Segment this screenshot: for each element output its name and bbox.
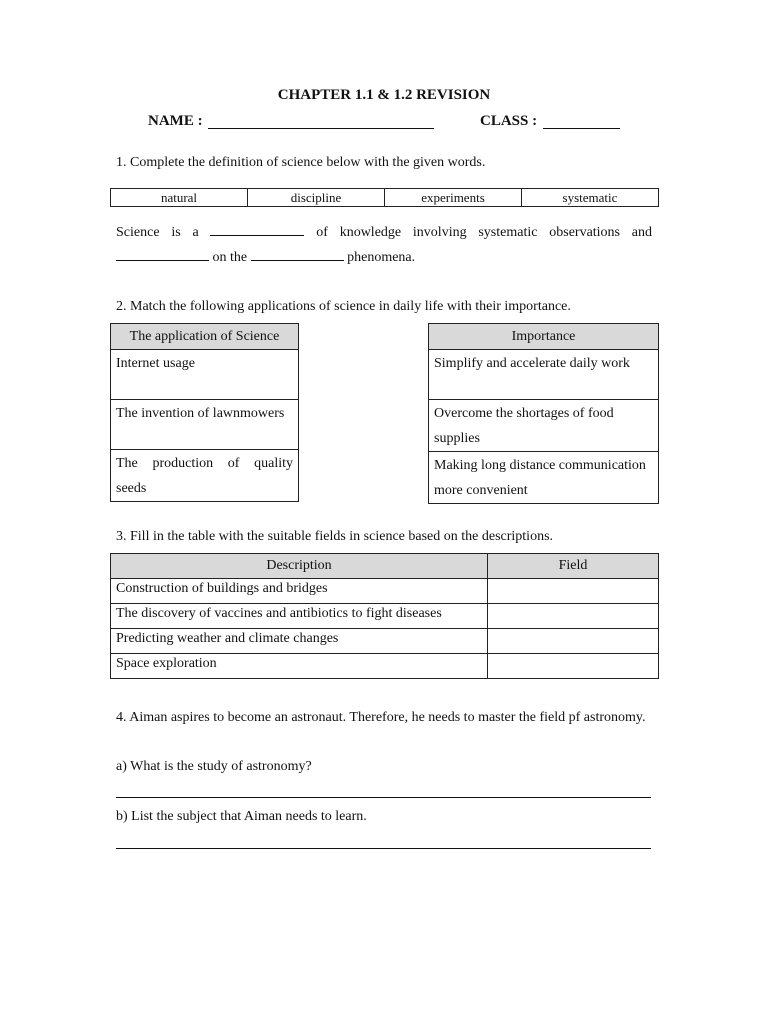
applications-header: The application of Science	[111, 324, 299, 350]
class-label: CLASS :	[480, 113, 538, 129]
blank-1[interactable]	[210, 223, 304, 236]
question-4b: b) List the subject that Aiman needs to learn.	[116, 809, 367, 824]
application-item: The invention of lawnmowers	[111, 400, 299, 450]
table-row	[111, 604, 659, 629]
application-item: Internet usage	[111, 350, 299, 400]
description-cell: The discovery of vaccines and antibiotics to fight diseases	[111, 604, 488, 629]
question-2-prompt: 2. Match the following applications of science in daily life with their importance.	[116, 299, 571, 314]
word-bank-item: discipline	[248, 189, 385, 207]
definition-paragraph	[116, 220, 652, 270]
table-row	[111, 654, 659, 679]
answer-line-4a[interactable]	[116, 797, 651, 798]
description-cell: Space exploration	[111, 654, 488, 679]
importance-item: Overcome the shortages of food supplies	[429, 400, 659, 452]
description-header: Description	[111, 554, 488, 579]
question-4a: a) What is the study of astronomy?	[116, 759, 312, 774]
application-item: The production of quality seeds	[111, 450, 299, 502]
word-bank-item: experiments	[385, 189, 522, 207]
name-label: NAME :	[148, 113, 203, 129]
description-cell: Construction of buildings and bridges	[111, 579, 488, 604]
table-row	[111, 579, 659, 604]
field-answer-cell[interactable]	[488, 604, 659, 629]
sentence-part: phenomena.	[347, 250, 416, 265]
sentence-part: of knowledge involving systematic observations and	[316, 225, 653, 240]
sentence-part: on the	[212, 250, 248, 265]
field-answer-cell[interactable]	[488, 654, 659, 679]
answer-line-4b[interactable]	[116, 848, 651, 849]
sentence-part: Science is a	[116, 225, 199, 240]
word-bank-item: natural	[111, 189, 248, 207]
question-1-prompt: 1. Complete the definition of science below with the given words.	[116, 155, 486, 170]
field-answer-cell[interactable]	[488, 629, 659, 654]
blank-2[interactable]	[116, 248, 209, 261]
applications-table	[110, 323, 299, 502]
importance-item: Simplify and accelerate daily work	[429, 350, 659, 400]
class-field-line[interactable]	[543, 128, 620, 129]
table-row	[111, 629, 659, 654]
importance-header: Importance	[429, 324, 659, 350]
importance-item: Making long distance communication more convenient	[429, 452, 659, 504]
page-title: CHAPTER 1.1 & 1.2 REVISION	[277, 87, 491, 103]
question-4-prompt: 4. Aiman aspires to become an astronaut. Therefore, he needs to master the field pf astronomy.	[116, 710, 646, 725]
question-3-prompt: 3. Fill in the table with the suitable fields in science based on the descriptions.	[116, 529, 554, 544]
blank-3[interactable]	[251, 248, 344, 261]
field-answer-cell[interactable]	[488, 579, 659, 604]
fields-table	[110, 553, 659, 679]
importance-table	[428, 323, 659, 504]
description-cell: Predicting weather and climate changes	[111, 629, 488, 654]
word-bank-table	[110, 188, 659, 207]
field-header: Field	[488, 554, 659, 579]
name-field-line[interactable]	[208, 128, 434, 129]
word-bank-item: systematic	[522, 189, 659, 207]
